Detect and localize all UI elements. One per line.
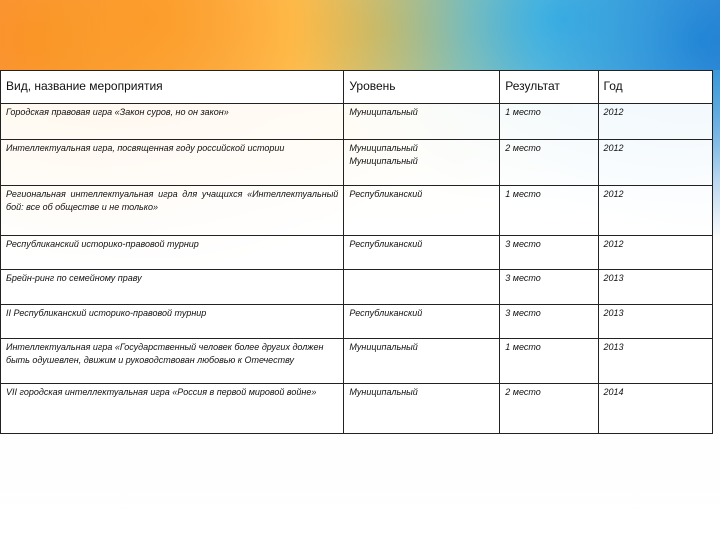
cell-result xyxy=(500,270,598,305)
cell-level xyxy=(344,236,500,270)
cell-level xyxy=(344,140,500,186)
level-text: Муниципальный xyxy=(349,387,418,397)
year-text: 2012 xyxy=(603,239,624,249)
header-level: Уровень xyxy=(344,71,500,104)
cell-event xyxy=(1,140,344,186)
year-text: 2013 xyxy=(603,273,624,283)
cell-result xyxy=(500,186,598,236)
event-text: VII городская интеллектуальная игра «Россия в первой мировой войне» xyxy=(6,387,317,397)
cell-year xyxy=(598,104,712,140)
table-row xyxy=(1,104,713,140)
event-text: Региональная интеллектуальная игра для учащихся «Интеллектуальный бой: все об обществе и не только» xyxy=(6,189,339,213)
year-text: 2014 xyxy=(603,387,624,397)
events-table xyxy=(0,70,713,434)
level-text: Республиканский xyxy=(349,239,423,249)
cell-result xyxy=(500,104,598,140)
cell-year xyxy=(598,339,712,384)
cell-level xyxy=(344,305,500,339)
year-text: 2012 xyxy=(603,143,624,153)
cell-result xyxy=(500,140,598,186)
cell-year xyxy=(598,236,712,270)
table-row xyxy=(1,186,713,236)
cell-event xyxy=(1,270,344,305)
table-row xyxy=(1,236,713,270)
cell-event xyxy=(1,236,344,270)
level-text: Муниципальный Муниципальный xyxy=(349,143,418,167)
header-year: Год xyxy=(598,71,712,104)
table-header-row xyxy=(1,71,713,104)
event-text: Брейн-ринг по семейному праву xyxy=(6,273,142,283)
table-row xyxy=(1,339,713,384)
cell-result xyxy=(500,236,598,270)
level-text: Республиканский xyxy=(349,308,423,318)
event-text: Республиканский историко-правовой турнир xyxy=(6,239,199,249)
result-text: 3 место xyxy=(505,273,541,283)
result-text: 2 место xyxy=(505,387,541,397)
event-text: II Республиканский историко-правовой турнир xyxy=(6,308,207,318)
cell-year xyxy=(598,186,712,236)
header-event: Вид, название мероприятия xyxy=(1,71,344,104)
result-text: 2 место xyxy=(505,143,541,153)
event-text: Городская правовая игра «Закон суров, но он закон» xyxy=(6,107,229,117)
result-text: 3 место xyxy=(505,308,541,318)
table-row xyxy=(1,305,713,339)
result-text: 1 место xyxy=(505,189,541,199)
cell-event xyxy=(1,384,344,434)
header-result: Результат xyxy=(500,71,598,104)
year-text: 2013 xyxy=(603,308,624,318)
cell-result xyxy=(500,305,598,339)
level-text: Муниципальный xyxy=(349,107,418,117)
cell-level xyxy=(344,384,500,434)
level-text: Республиканский xyxy=(349,189,423,199)
result-text: 1 место xyxy=(505,342,541,352)
year-text: 2012 xyxy=(603,107,624,117)
table-row xyxy=(1,270,713,305)
cell-result xyxy=(500,384,598,434)
cell-event xyxy=(1,186,344,236)
decorative-background xyxy=(0,0,720,70)
level-text xyxy=(349,270,494,272)
events-table-container xyxy=(0,70,713,434)
cell-level xyxy=(344,270,500,305)
cell-year xyxy=(598,384,712,434)
cell-level xyxy=(344,186,500,236)
event-text: Интеллектуальная игра, посвященная году российской истории xyxy=(6,143,285,153)
cell-event xyxy=(1,104,344,140)
cell-level xyxy=(344,339,500,384)
cell-year xyxy=(598,305,712,339)
cell-year xyxy=(598,270,712,305)
cell-year xyxy=(598,140,712,186)
year-text: 2012 xyxy=(603,189,624,199)
level-text: Муниципальный xyxy=(349,342,418,352)
table-row xyxy=(1,140,713,186)
table-row xyxy=(1,384,713,434)
result-text: 3 место xyxy=(505,239,541,249)
event-text: Интеллектуальная игра «Государственный человек более других должен быть одушевлен, движим и руководствован любовью к Отечеству xyxy=(6,342,324,366)
cell-event xyxy=(1,339,344,384)
cell-level xyxy=(344,104,500,140)
cell-event xyxy=(1,305,344,339)
result-text: 1 место xyxy=(505,107,541,117)
cell-result xyxy=(500,339,598,384)
year-text: 2013 xyxy=(603,342,624,352)
